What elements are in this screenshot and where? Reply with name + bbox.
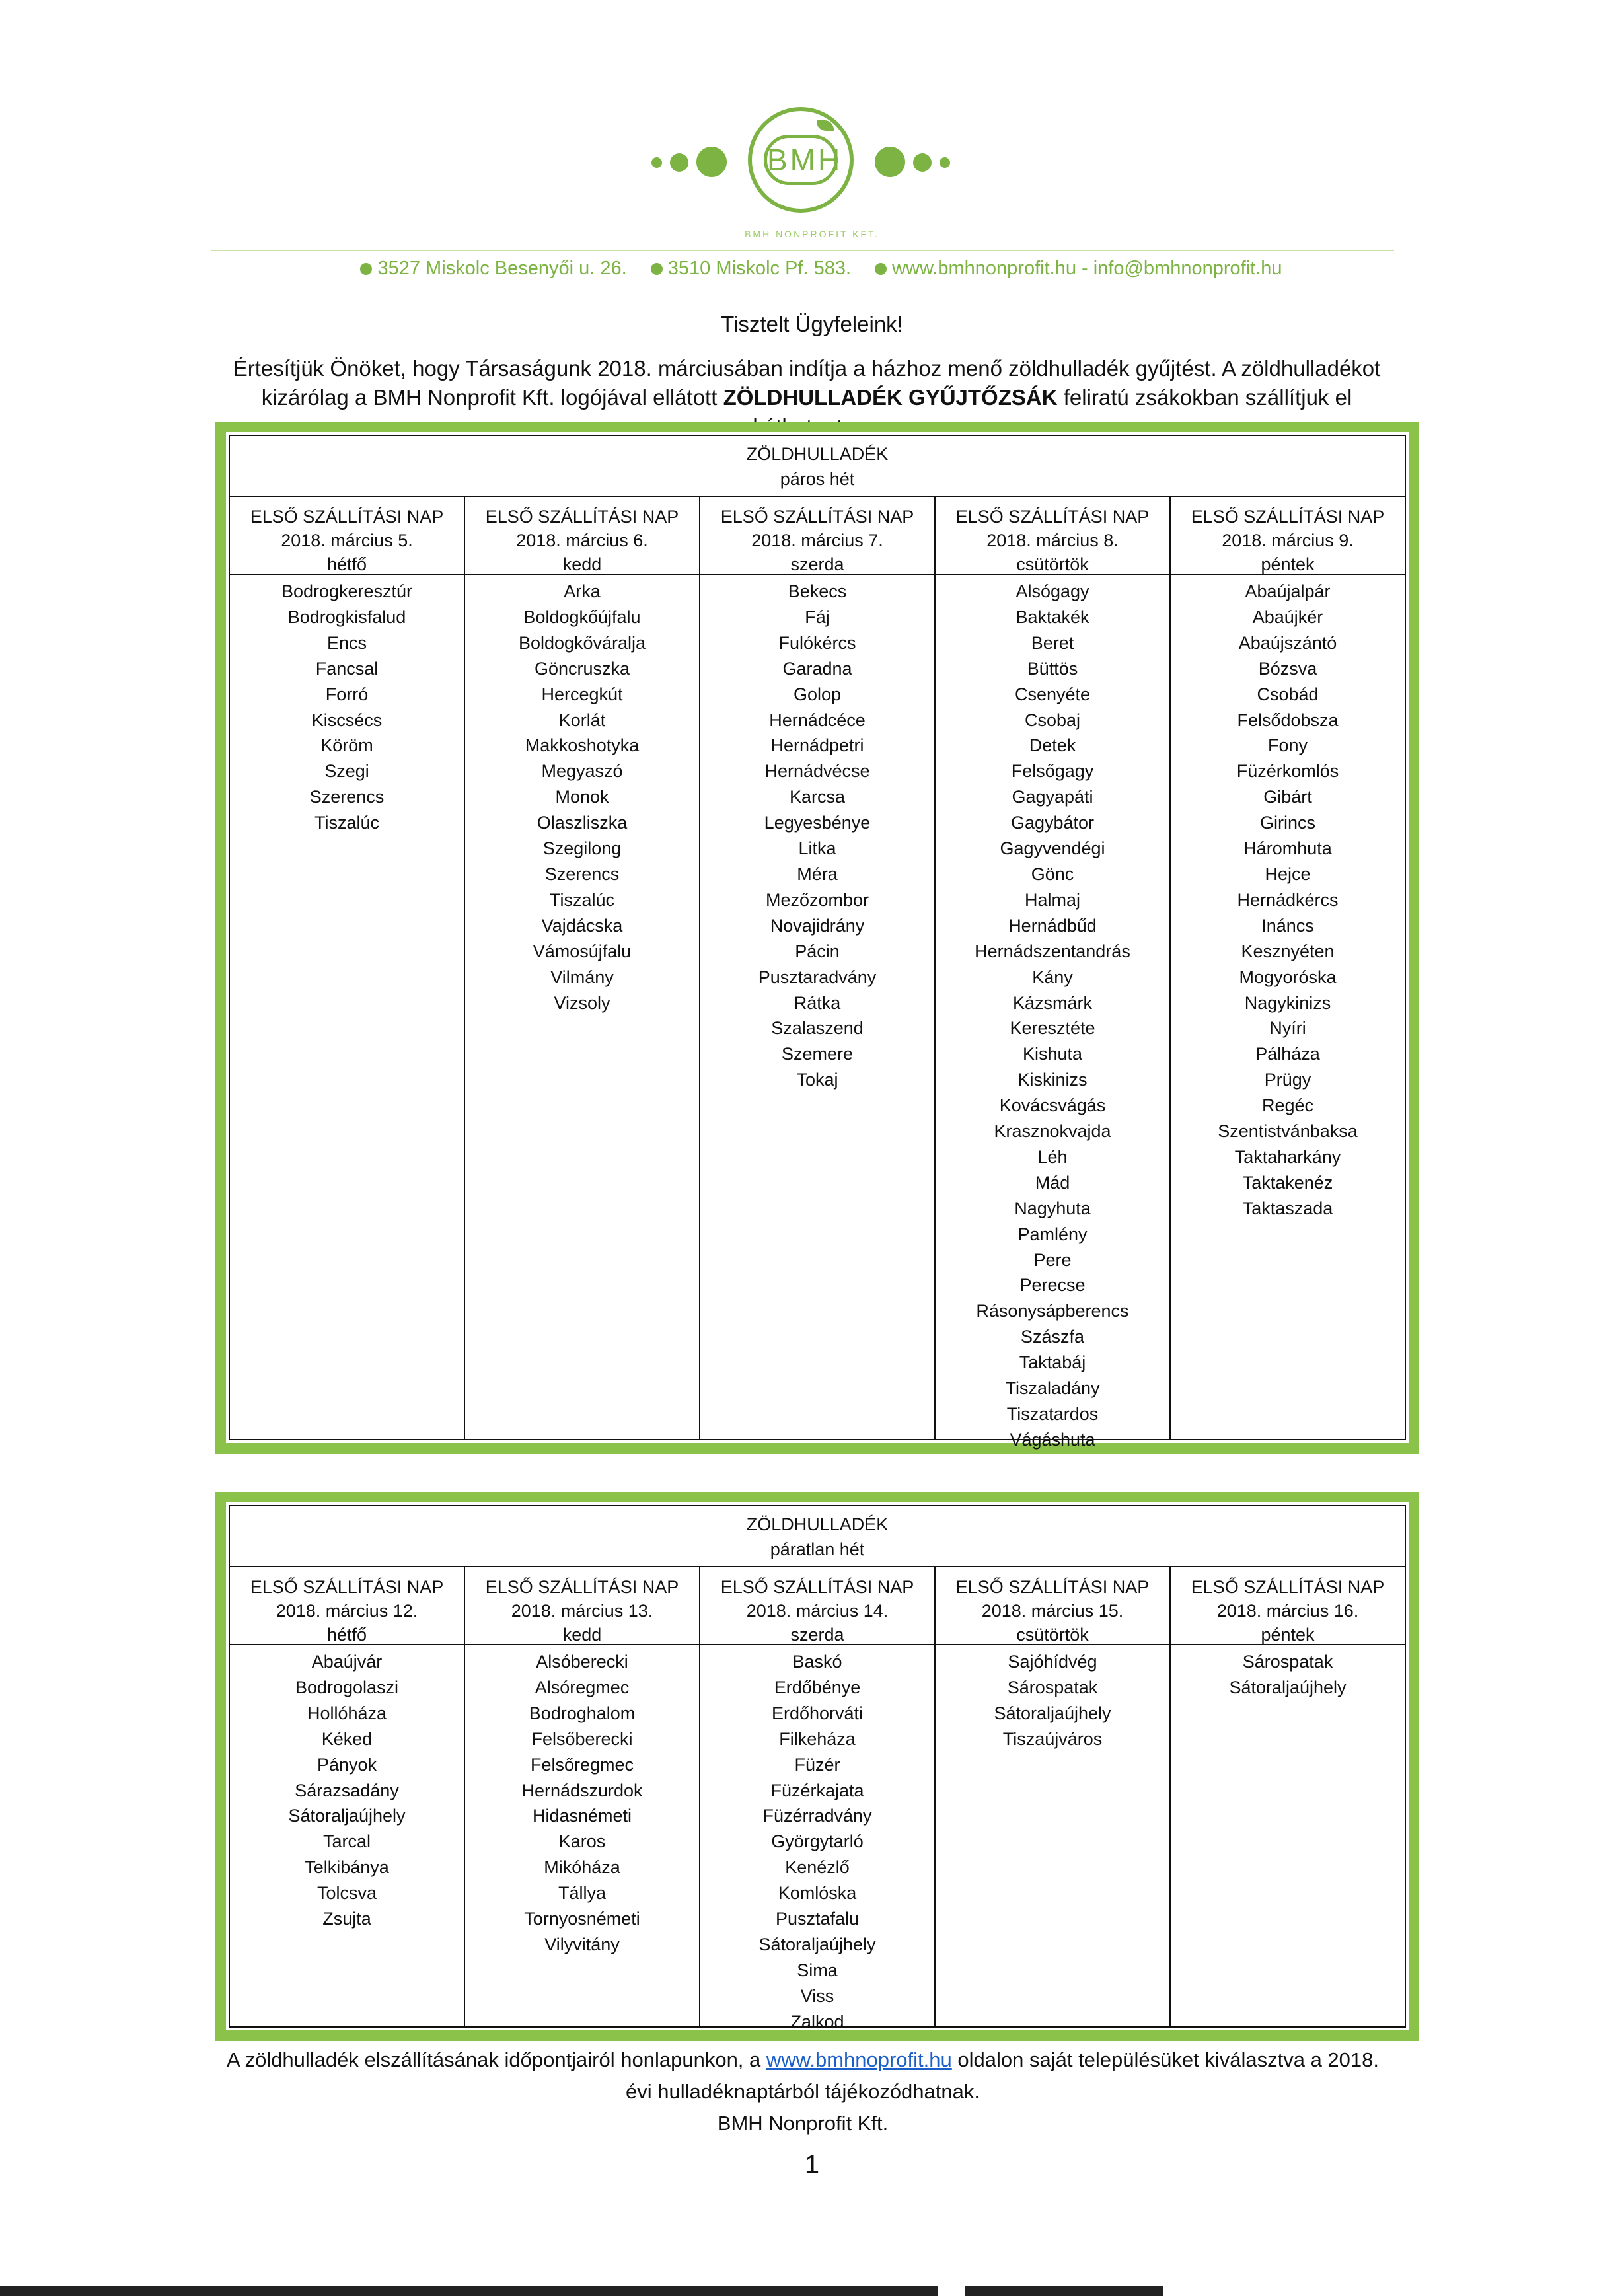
logo-dot	[913, 153, 932, 172]
settlement-item: Tarcal	[322, 1832, 371, 1852]
settlement-item: Nyíri	[1269, 1018, 1306, 1039]
table-title: ZÖLDHULLADÉK	[746, 1514, 889, 1534]
intro-text-end: feliratú zsákokban szállítjuk el	[1063, 385, 1352, 410]
settlement-item: Pusztafalu	[775, 1909, 860, 1929]
settlement-item: Füzér	[794, 1754, 840, 1775]
settlement-item: Szegilong	[542, 838, 622, 859]
settlement-item: Gönc	[1031, 864, 1074, 884]
settlement-item: Vilyvitány	[544, 1934, 620, 1954]
bullet-icon	[875, 263, 887, 275]
settlement-item: Györgytarló	[771, 1832, 864, 1852]
settlement-item: Sátoraljaújhely	[994, 1703, 1111, 1723]
column-header	[1171, 497, 1405, 575]
settlement-item: Méra	[797, 864, 838, 884]
settlement-item: Tiszalúc	[549, 889, 615, 910]
leaf-icon	[817, 120, 834, 131]
settlement-list	[230, 575, 464, 836]
settlement-item: Golop	[793, 684, 842, 704]
scan-edge	[0, 2286, 938, 2296]
settlement-item: Makkoshotyka	[525, 735, 640, 756]
column-header	[465, 1567, 699, 1645]
settlement-item: Fáj	[805, 607, 830, 627]
logo	[0, 99, 1624, 239]
settlement-item: Baskó	[792, 1652, 842, 1672]
settlement-item: Tállya	[558, 1883, 607, 1904]
settlement-item: Felsőgagy	[1011, 761, 1094, 782]
column-date: 2018. március 7.	[751, 531, 883, 550]
settlement-item: Vajdácska	[541, 915, 623, 936]
table-subtitle: páros hét	[780, 469, 855, 489]
page-number: 1	[804, 2150, 820, 2179]
column-header	[700, 1567, 934, 1645]
settlement-item: Pere	[1033, 1249, 1072, 1270]
logo-text: BMH	[764, 135, 838, 185]
settlement-list	[465, 1645, 699, 1958]
greeting: Tisztelt Ügyfeleink!	[721, 312, 903, 336]
settlement-item: Bodrogolaszi	[295, 1677, 399, 1697]
column-header	[936, 1567, 1169, 1645]
settlement-item: Kiskinizs	[1017, 1070, 1088, 1090]
header-rule	[211, 250, 1394, 251]
settlement-item: Zsujta	[322, 1909, 371, 1929]
settlement-item: Sátoraljaújhely	[758, 1934, 876, 1954]
day-column	[230, 1567, 464, 2026]
column-date: 2018. március 9.	[1222, 531, 1354, 550]
settlement-item: Encs	[326, 632, 367, 653]
column-date: 2018. március 6.	[516, 531, 648, 550]
settlement-item: Bózsva	[1258, 658, 1317, 679]
settlement-item: Karcsa	[789, 787, 846, 807]
settlement-item: Legyesbénye	[764, 813, 871, 833]
settlement-item: Léh	[1037, 1146, 1068, 1167]
column-day: szerda	[790, 554, 844, 574]
settlement-item: Pusztaradvány	[758, 967, 877, 987]
contact-line	[0, 258, 1624, 279]
settlement-item: Korlát	[558, 710, 606, 730]
settlement-item: Litka	[798, 838, 836, 859]
settlement-item: Alsógagy	[1015, 581, 1089, 601]
settlement-list	[936, 575, 1169, 1453]
settlement-item: Mikóháza	[544, 1857, 620, 1878]
table-title: ZÖLDHULLADÉK	[746, 444, 889, 464]
settlement-item: Vizsoly	[554, 992, 610, 1013]
settlement-item: Kenézlő	[785, 1857, 850, 1878]
settlement-item: Zalkod	[790, 2011, 844, 2032]
column-date: 2018. március 12.	[276, 1601, 418, 1621]
settlement-item: Krasznokvajda	[994, 1121, 1111, 1142]
settlement-item: Hercegkút	[541, 684, 623, 704]
settlement-list	[230, 1645, 464, 1932]
settlement-item: Taktaszada	[1242, 1198, 1333, 1218]
column-header	[465, 497, 699, 575]
settlement-list	[936, 1645, 1169, 1752]
settlement-list	[1171, 1645, 1405, 1701]
day-column	[1169, 1567, 1405, 2026]
settlement-item: Perecse	[1019, 1275, 1086, 1296]
contact-po-box: 3510 Miskolc Pf. 583.	[667, 258, 852, 279]
day-column	[934, 1567, 1169, 2026]
settlement-item: Tiszaladány	[1005, 1378, 1100, 1399]
settlement-item: Monok	[555, 787, 609, 807]
settlement-item: Göncruszka	[534, 658, 630, 679]
settlement-item: Szentistvánbaksa	[1218, 1121, 1358, 1142]
day-column	[1169, 497, 1405, 1439]
settlement-item: Sárospatak	[1007, 1677, 1098, 1697]
column-header	[936, 497, 1169, 575]
settlement-item: Arka	[564, 581, 601, 601]
settlement-item: Tiszatardos	[1006, 1404, 1099, 1424]
settlement-item: Szegi	[324, 761, 369, 782]
settlement-item: Beret	[1031, 632, 1074, 653]
settlement-item: Sátoraljaújhely	[1229, 1677, 1347, 1697]
settlement-item: Pácin	[795, 941, 840, 961]
settlement-item: Garadna	[782, 658, 852, 679]
settlement-item: Szemere	[781, 1044, 854, 1064]
settlement-item: Tornyosnémeti	[524, 1909, 640, 1929]
column-day: péntek	[1261, 1625, 1315, 1645]
settlement-item: Hidasnémeti	[532, 1806, 632, 1826]
column-header	[230, 1567, 464, 1645]
settlement-item: Hernádcéce	[769, 710, 866, 730]
settlement-item: Kéked	[321, 1728, 373, 1749]
settlement-item: Karos	[558, 1832, 606, 1852]
settlement-item: Kesznyéten	[1241, 941, 1335, 961]
footer-text: A zöldhulladék elszállításának időpontjairól honlapunkon, a	[226, 2048, 766, 2071]
settlement-item: Forró	[325, 684, 369, 704]
settlement-item: Ináncs	[1261, 915, 1314, 936]
column-label: ELSŐ SZÁLLÍTÁSI NAP	[250, 507, 444, 527]
settlement-item: Rásonysápberencs	[976, 1301, 1129, 1321]
settlement-item: Bodroghalom	[529, 1703, 636, 1723]
settlement-item: Szerencs	[309, 787, 385, 807]
settlement-item: Abaújkér	[1252, 607, 1323, 627]
settlement-item: Olaszliszka	[536, 813, 628, 833]
bullet-icon	[651, 263, 663, 275]
column-label: ELSŐ SZÁLLÍTÁSI NAP	[250, 1577, 444, 1597]
settlement-item: Tiszalúc	[314, 813, 380, 833]
logo-circle	[748, 107, 854, 213]
settlement-item: Viss	[800, 1985, 834, 2006]
settlement-item: Regéc	[1261, 1095, 1314, 1116]
column-day: szerda	[790, 1625, 844, 1645]
signature: BMH Nonprofit Kft.	[717, 2112, 889, 2135]
settlement-item: Kiscsécs	[311, 710, 383, 730]
settlement-item: Kány	[1032, 967, 1073, 987]
settlement-item: Sima	[797, 1960, 838, 1980]
settlement-item: Köröm	[320, 735, 373, 756]
settlement-item: Prügy	[1264, 1070, 1311, 1090]
settlement-item: Hernádkércs	[1237, 889, 1339, 910]
settlement-item: Novajidrány	[770, 915, 865, 936]
column-day: kedd	[562, 554, 602, 574]
settlement-item: Vámosújfalu	[533, 941, 632, 961]
scan-edge	[965, 2286, 1163, 2296]
table-subtitle: páratlan hét	[770, 1539, 865, 1559]
settlement-item: Gagyvendégi	[1000, 838, 1105, 859]
settlement-item: Detek	[1029, 735, 1076, 756]
settlement-item: Csobád	[1257, 684, 1319, 704]
intro-text: Értesítjük Önöket, hogy Társaságunk 2018. márciusában indítja a házhoz menő zöldhulladék gyűjtést. A zöldhulladékot kizárólag a BMH Nonprofit Kft. logójával ellátott	[233, 356, 1381, 410]
settlement-item: Háromhuta	[1243, 838, 1332, 859]
intro-bold: ZÖLDHULLADÉK GYŰJTŐZSÁK	[723, 385, 1058, 410]
settlement-item: Sajóhídvég	[1008, 1652, 1097, 1672]
settlement-item: Taktaharkány	[1234, 1146, 1341, 1167]
day-column	[934, 497, 1169, 1450]
settlement-item: Alsóregmec	[535, 1677, 630, 1697]
settlement-item: Baktakék	[1015, 607, 1089, 627]
settlement-item: Mezőzombor	[765, 889, 869, 910]
column-label: ELSŐ SZÁLLÍTÁSI NAP	[485, 1577, 679, 1597]
settlement-item: Fulókércs	[778, 632, 856, 653]
settlement-item: Hejce	[1265, 864, 1311, 884]
settlement-list	[1171, 575, 1405, 1222]
settlement-item: Megyaszó	[541, 761, 623, 782]
settlement-item: Csobaj	[1024, 710, 1081, 730]
day-column	[464, 497, 699, 1439]
settlement-item: Rátka	[794, 992, 841, 1013]
settlement-item: Hernádpetri	[770, 735, 864, 756]
column-label: ELSŐ SZÁLLÍTÁSI NAP	[720, 507, 914, 527]
logo-dot	[875, 147, 905, 177]
column-header	[700, 497, 934, 575]
column-label: ELSŐ SZÁLLÍTÁSI NAP	[955, 507, 1150, 527]
schedule-table	[229, 1505, 1406, 2032]
day-column	[230, 497, 464, 1439]
settlement-item: Tolcsva	[316, 1883, 377, 1904]
settlement-item: Abaújalpár	[1245, 581, 1331, 601]
settlement-item: Abaújvár	[311, 1652, 383, 1672]
settlement-item: Keresztéte	[1010, 1018, 1095, 1039]
settlement-item: Hernádbűd	[1008, 915, 1097, 936]
settlement-item: Boldogkőújfalu	[523, 607, 641, 627]
logo-dot	[940, 157, 950, 168]
column-label: ELSŐ SZÁLLÍTÁSI NAP	[1191, 507, 1385, 527]
website-link[interactable]: www.bmhnoprofit.hu	[766, 2048, 952, 2071]
settlement-item: Abaújszántó	[1238, 632, 1337, 653]
settlement-item: Komlóska	[778, 1883, 857, 1904]
settlement-item: Sárospatak	[1242, 1652, 1333, 1672]
column-date: 2018. március 14.	[746, 1601, 889, 1621]
settlement-list	[700, 1645, 934, 2035]
settlement-item: Sátoraljaújhely	[288, 1806, 406, 1826]
settlement-item: Erdőbénye	[774, 1677, 861, 1697]
footer-note	[211, 2044, 1394, 2139]
settlement-item: Füzérradvány	[762, 1806, 872, 1826]
table-columns	[230, 1567, 1405, 2032]
table-header	[230, 436, 1405, 497]
column-day: hétfő	[326, 1625, 367, 1645]
settlement-item: Telkibánya	[305, 1857, 389, 1878]
settlement-item: Pányok	[316, 1754, 377, 1775]
settlement-item: Halmaj	[1024, 889, 1081, 910]
column-date: 2018. március 15.	[981, 1601, 1124, 1621]
settlement-item: Tokaj	[796, 1070, 838, 1090]
settlement-item: Vilmány	[550, 967, 614, 987]
settlement-item: Füzérkomlós	[1236, 761, 1339, 782]
settlement-item: Pálháza	[1255, 1044, 1320, 1064]
settlement-item: Kovácsvágás	[999, 1095, 1106, 1116]
settlement-item: Füzérkajata	[770, 1780, 864, 1800]
settlement-item: Gagybátor	[1010, 813, 1095, 833]
contact-address: 3527 Miskolc Besenyői u. 26.	[377, 258, 627, 279]
bullet-icon	[360, 263, 372, 275]
settlement-item: Büttös	[1027, 658, 1078, 679]
settlement-item: Erdőhorváti	[771, 1703, 864, 1723]
settlement-item: Nagyhuta	[1014, 1198, 1091, 1218]
column-day: hétfő	[326, 554, 367, 574]
settlement-item: Filkeháza	[779, 1728, 856, 1749]
column-header	[230, 497, 464, 575]
settlement-item: Taktakenéz	[1242, 1172, 1333, 1193]
settlement-item: Pamlény	[1017, 1224, 1088, 1244]
column-day: csütörtök	[1016, 554, 1089, 574]
column-label: ELSŐ SZÁLLÍTÁSI NAP	[1191, 1577, 1385, 1597]
table-header	[230, 1506, 1405, 1567]
settlement-item: Tiszaújváros	[1002, 1728, 1103, 1749]
day-column	[699, 497, 934, 1439]
column-label: ELSŐ SZÁLLÍTÁSI NAP	[485, 507, 679, 527]
column-day: kedd	[562, 1625, 602, 1645]
settlement-item: Felsőberecki	[531, 1728, 633, 1749]
settlement-item: Szalaszend	[771, 1018, 864, 1039]
contact-web-email[interactable]: www.bmhnonprofit.hu - info@bmhnonprofit.hu	[892, 258, 1282, 279]
column-day: csütörtök	[1016, 1625, 1089, 1645]
settlement-item: Szerencs	[544, 864, 620, 884]
settlement-item: Vágáshuta	[1010, 1429, 1095, 1450]
logo-subtitle: BMH NONPROFIT KFT.	[745, 229, 879, 239]
footer-text-end: oldalon saját településüket kiválasztva a 2018. évi hulladéknaptárból tájékozódhatnak.	[626, 2048, 1380, 2103]
settlement-item: Alsóberecki	[536, 1652, 628, 1672]
settlement-item: Hollóháza	[307, 1703, 387, 1723]
settlement-item: Bodrogkeresztúr	[281, 581, 413, 601]
settlement-item: Felsődobsza	[1237, 710, 1339, 730]
settlement-item: Gibárt	[1263, 787, 1312, 807]
settlement-item: Boldogkőváralja	[518, 632, 646, 653]
column-label: ELSŐ SZÁLLÍTÁSI NAP	[955, 1577, 1150, 1597]
logo-dot	[651, 157, 662, 168]
logo-dot	[670, 153, 688, 172]
settlement-item: Fancsal	[315, 658, 379, 679]
column-day: péntek	[1261, 554, 1315, 574]
column-date: 2018. március 16.	[1216, 1601, 1359, 1621]
settlement-list	[700, 575, 934, 1093]
settlement-item: Mogyoróska	[1239, 967, 1337, 987]
column-label: ELSŐ SZÁLLÍTÁSI NAP	[720, 1577, 914, 1597]
settlement-item: Mád	[1035, 1172, 1070, 1193]
settlement-item: Felsőregmec	[530, 1754, 634, 1775]
settlement-item: Kishuta	[1022, 1044, 1083, 1064]
column-date: 2018. március 8.	[986, 531, 1119, 550]
day-column	[699, 1567, 934, 2032]
settlement-item: Bekecs	[788, 581, 847, 601]
settlement-item: Taktabáj	[1019, 1352, 1086, 1373]
day-column	[464, 1567, 699, 2026]
settlement-item: Kázsmárk	[1012, 992, 1093, 1013]
settlement-item: Hernádvécse	[764, 761, 870, 782]
column-date: 2018. március 5.	[281, 531, 413, 550]
settlement-item: Fony	[1267, 735, 1308, 756]
column-header	[1171, 1567, 1405, 1645]
schedule-frame-odd	[215, 1492, 1419, 2041]
schedule-table	[229, 435, 1406, 1450]
settlement-list	[465, 575, 699, 1016]
settlement-item: Gagyapáti	[1012, 787, 1093, 807]
settlement-item: Girincs	[1259, 813, 1315, 833]
table-columns	[230, 497, 1405, 1450]
settlement-item: Csenyéte	[1014, 684, 1091, 704]
schedule-frame-even	[215, 422, 1419, 1454]
settlement-item: Hernádszurdok	[521, 1780, 643, 1800]
settlement-item: Bodrogkisfalud	[287, 607, 406, 627]
settlement-item: Hernádszentandrás	[975, 941, 1130, 961]
column-date: 2018. március 13.	[511, 1601, 653, 1621]
settlement-item: Sárazsadány	[295, 1780, 399, 1800]
logo-dot	[696, 147, 727, 177]
settlement-item: Nagykinizs	[1244, 992, 1331, 1013]
settlement-item: Szászfa	[1020, 1327, 1085, 1347]
